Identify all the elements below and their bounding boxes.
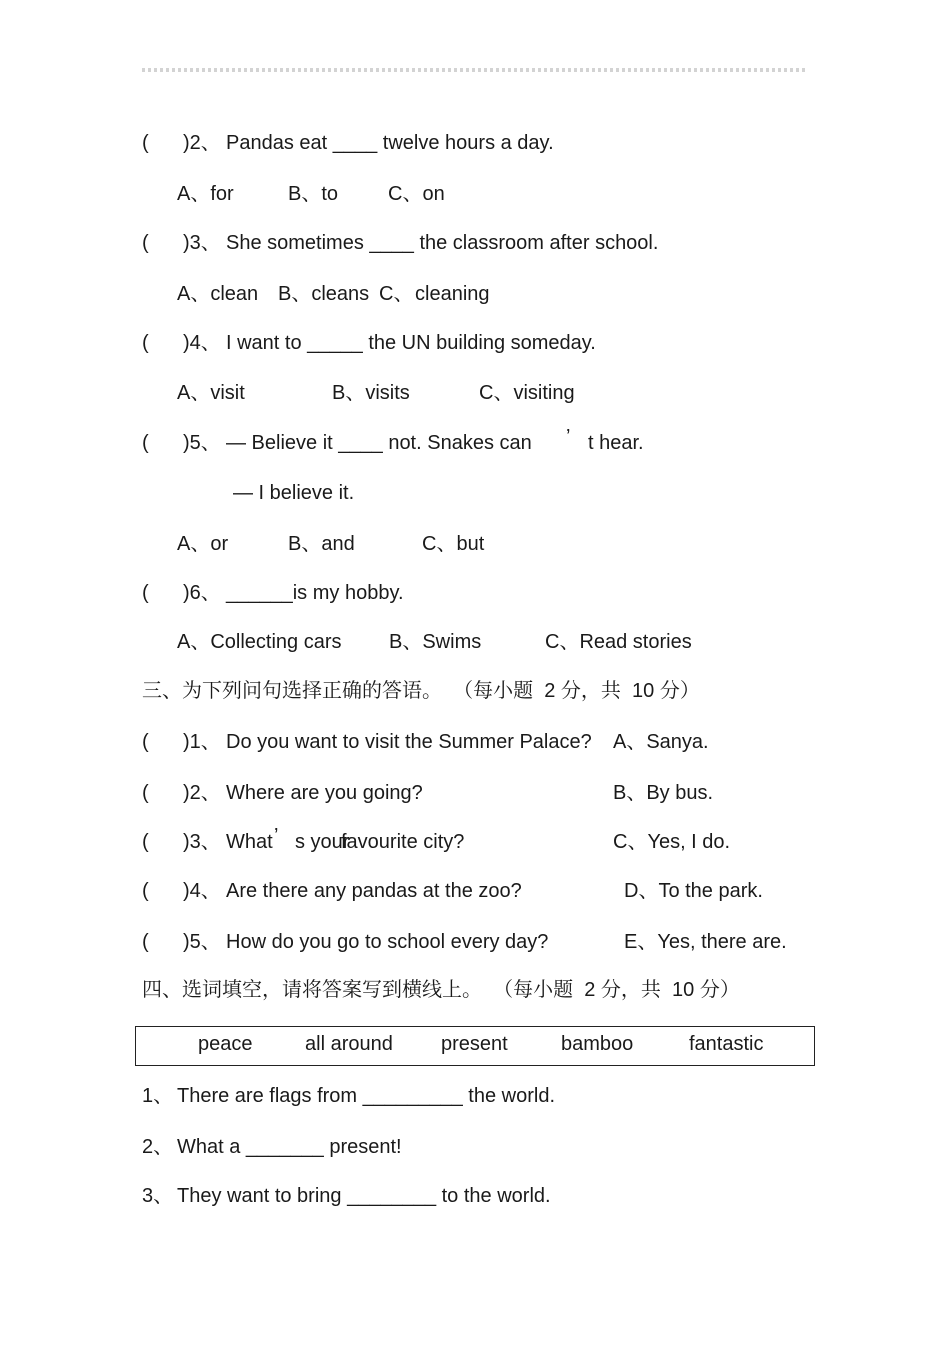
question-text-end: favourite city? (341, 831, 465, 853)
option-a: A、Collecting cars (177, 631, 342, 653)
option-b: B、and (288, 533, 355, 555)
word-bank-item: present (441, 1033, 508, 1055)
answer-paren: ( (142, 582, 149, 604)
option-c: C、 (379, 283, 414, 305)
word-bank-item: fantastic (689, 1033, 764, 1055)
answer-option: B、By bus. (613, 782, 714, 804)
answer-paren: ( (142, 132, 149, 154)
sentence-text: There are flags from _________ the world. (177, 1085, 555, 1107)
question-number: )5、 (183, 432, 221, 454)
option-b: B、to (288, 183, 339, 205)
question-text: Do you want to visit the Summer Palace? (226, 731, 592, 753)
option-c: C、Read stories (545, 631, 692, 653)
option-c-text: cleaning (415, 283, 490, 305)
dialogue-reply: — I believe it. (233, 482, 355, 504)
question-text: I want to _____ the UN building someday. (226, 332, 596, 354)
word-bank-item: all around (305, 1033, 393, 1055)
question-number: )2、 (183, 782, 221, 804)
sentence-number: 1、 (142, 1085, 174, 1107)
answer-option: D、To the park. (624, 880, 763, 902)
question-text: What (226, 831, 273, 853)
sentence-text: What a _______ present! (177, 1136, 402, 1158)
question-number: )3、 (183, 232, 221, 254)
answer-paren: ( (142, 432, 149, 454)
option-a: A、for (177, 183, 234, 205)
option-a: A、clean (177, 283, 259, 305)
option-a: A、visit (177, 382, 245, 404)
question-number: )4、 (183, 880, 221, 902)
question-number: )5、 (183, 931, 221, 953)
question-text: She sometimes ____ the classroom after school. (226, 232, 659, 254)
answer-option: A、Sanya. (613, 731, 709, 753)
question-number: )1、 (183, 731, 221, 753)
question-text-mid: s your (295, 831, 350, 853)
answer-paren: ( (142, 782, 149, 804)
apostrophe: ’ (566, 426, 571, 448)
word-bank-item: peace (198, 1033, 253, 1055)
question-number: )3、 (183, 831, 221, 853)
option-b: B、Swims (389, 631, 482, 653)
option-a: A、or (177, 533, 229, 555)
option-c: C、but (422, 533, 485, 555)
word-bank-item: bamboo (561, 1033, 634, 1055)
sentence-text: They want to bring ________ to the world. (177, 1185, 551, 1207)
question-text: Where are you going? (226, 782, 423, 804)
question-number: )4、 (183, 332, 221, 354)
question-text-end: t hear. (588, 432, 644, 454)
apostrophe: ’ (274, 825, 279, 847)
option-b: B、visits (332, 382, 410, 404)
question-number: )2、 (183, 132, 221, 154)
answer-paren: ( (142, 931, 149, 953)
question-text: Are there any pandas at the zoo? (226, 880, 522, 902)
answer-paren: ( (142, 880, 149, 902)
answer-option: C、Yes, I do. (613, 831, 731, 853)
section-heading: 四、选词填空，请将答案写到横线上。 （每小题 2 分，共 10 分） (142, 979, 740, 1001)
question-text: ______is my hobby. (226, 582, 404, 604)
answer-paren: ( (142, 731, 149, 753)
option-c: C、visiting (479, 382, 575, 404)
answer-paren: ( (142, 332, 149, 354)
answer-paren: ( (142, 232, 149, 254)
question-number: )6、 (183, 582, 221, 604)
header-rule (142, 68, 807, 72)
section-heading: 三、为下列问句选择正确的答语。 （每小题 2 分，共 10 分） (142, 680, 700, 702)
option-b: B、cleans (278, 283, 370, 305)
question-text: How do you go to school every day? (226, 931, 549, 953)
answer-paren: ( (142, 831, 149, 853)
option-c: C、on (388, 183, 445, 205)
answer-option: E、Yes, there are. (624, 931, 787, 953)
sentence-number: 2、 (142, 1136, 174, 1158)
sentence-number: 3、 (142, 1185, 174, 1207)
question-text: — Believe it ____ not. Snakes can (226, 432, 532, 454)
question-text: Pandas eat ____ twelve hours a day. (226, 132, 554, 154)
